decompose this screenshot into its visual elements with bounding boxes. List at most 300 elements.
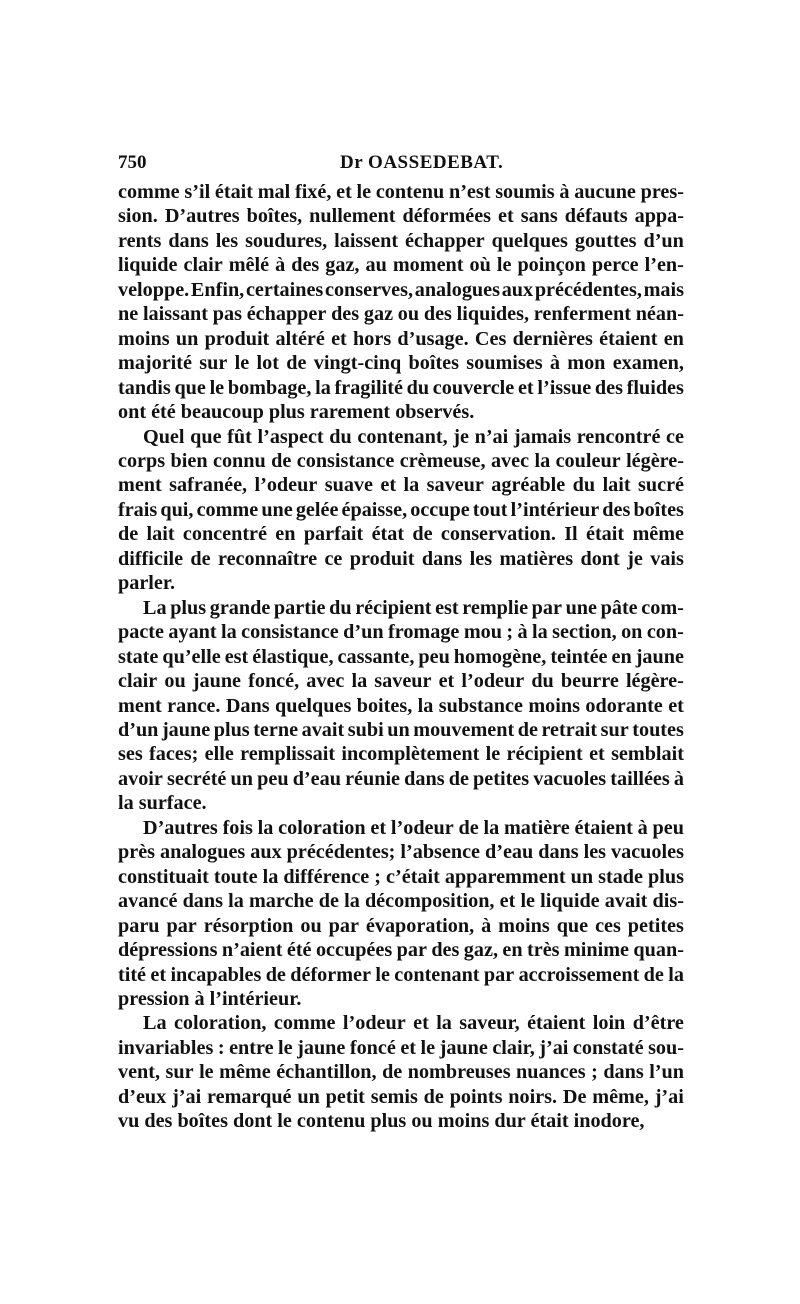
word: d’usage. bbox=[397, 327, 469, 350]
word: marche bbox=[248, 890, 314, 913]
word: d’être bbox=[632, 1012, 684, 1035]
word: du bbox=[531, 670, 554, 693]
word: stade bbox=[598, 865, 643, 888]
word: D’autres bbox=[143, 816, 218, 839]
word: tandis bbox=[118, 376, 171, 399]
word: connu bbox=[212, 449, 266, 472]
word: échapper bbox=[246, 303, 327, 326]
text-line bbox=[118, 1036, 684, 1060]
word: jaune bbox=[161, 718, 211, 741]
word: mêlé bbox=[228, 254, 270, 277]
word: ou bbox=[397, 303, 420, 326]
word: jaune bbox=[297, 1036, 346, 1059]
word: remplissait bbox=[240, 743, 336, 766]
word: avoir bbox=[118, 767, 163, 790]
word: la bbox=[228, 890, 244, 913]
word: d’eux bbox=[118, 1085, 167, 1108]
word: state bbox=[118, 645, 159, 668]
word: petites bbox=[473, 767, 530, 790]
word: de bbox=[318, 890, 339, 913]
word: minime bbox=[563, 939, 629, 962]
word: dans bbox=[538, 841, 579, 864]
word: terne bbox=[253, 718, 299, 741]
text-line bbox=[118, 327, 684, 351]
word: est bbox=[224, 645, 249, 668]
word: fragilité bbox=[334, 376, 403, 399]
word: sans bbox=[520, 205, 558, 228]
word: un bbox=[297, 1085, 320, 1108]
word: en bbox=[611, 645, 632, 668]
text-line bbox=[118, 229, 684, 253]
word: échapper bbox=[405, 229, 485, 252]
word: défauts bbox=[564, 205, 628, 228]
word: sur bbox=[165, 1061, 194, 1084]
word: je bbox=[627, 547, 643, 570]
word: par bbox=[483, 963, 515, 986]
text-line bbox=[118, 865, 684, 889]
word: produit bbox=[349, 547, 415, 570]
word: coloration, bbox=[173, 1012, 267, 1035]
word: entre bbox=[229, 1036, 274, 1059]
word: contenant bbox=[394, 963, 480, 986]
word: gaz, bbox=[325, 254, 360, 277]
word: gouttes bbox=[574, 229, 637, 252]
word: et bbox=[438, 670, 455, 693]
word: odorante bbox=[585, 694, 663, 717]
word: le bbox=[485, 743, 501, 766]
word: majorité bbox=[118, 352, 192, 375]
word: dépressions bbox=[118, 939, 218, 962]
word: et bbox=[517, 376, 534, 399]
text-line bbox=[118, 718, 684, 742]
word: les bbox=[583, 841, 607, 864]
word: et bbox=[331, 327, 347, 350]
word: des bbox=[594, 376, 623, 399]
word: saveur bbox=[426, 474, 484, 497]
word: boîtes bbox=[408, 352, 459, 375]
word: que bbox=[174, 376, 206, 399]
word: la bbox=[315, 376, 331, 399]
word: beurre bbox=[560, 670, 619, 693]
word: clair, bbox=[492, 1036, 535, 1059]
word: ment bbox=[118, 474, 162, 497]
word: le bbox=[209, 376, 225, 399]
word: épaisse, bbox=[341, 498, 408, 521]
text-line bbox=[118, 914, 684, 938]
word: rance. bbox=[167, 694, 221, 717]
text-line: la surface. bbox=[118, 792, 207, 815]
word: sou- bbox=[648, 1036, 684, 1059]
word: précédentes; bbox=[286, 841, 396, 864]
word: de bbox=[458, 816, 479, 839]
word: d’eau bbox=[292, 767, 341, 790]
word: soudures, bbox=[245, 229, 328, 252]
word: et bbox=[668, 694, 684, 717]
word: rents bbox=[118, 229, 162, 252]
running-title: Dr OASSEDEBAT. bbox=[340, 152, 504, 173]
word: nuances bbox=[516, 1061, 586, 1084]
word: saveur bbox=[374, 670, 432, 693]
word: avait bbox=[301, 718, 345, 741]
word: et bbox=[380, 474, 397, 497]
word: du bbox=[329, 425, 352, 448]
word: comme bbox=[118, 181, 180, 203]
text-line bbox=[118, 473, 684, 497]
word: laissent bbox=[334, 229, 399, 252]
word: peu bbox=[652, 816, 684, 839]
word: la bbox=[534, 449, 551, 472]
text-line bbox=[118, 1011, 684, 1035]
text-line: ont été beaucoup plus rarement observés. bbox=[118, 401, 475, 424]
word: fromage bbox=[388, 621, 460, 644]
word: section, bbox=[552, 621, 617, 644]
word: moment bbox=[392, 254, 464, 277]
word: c’était bbox=[386, 865, 440, 888]
word: soumises bbox=[466, 352, 543, 375]
word: l’odeur bbox=[461, 670, 525, 693]
word: perce bbox=[591, 254, 639, 277]
word: dis- bbox=[652, 890, 684, 913]
word: aux bbox=[501, 278, 534, 301]
word: dans bbox=[404, 767, 445, 790]
word: de bbox=[286, 352, 307, 375]
word: pacte bbox=[118, 621, 164, 644]
word: liquide bbox=[540, 890, 600, 913]
word: de bbox=[118, 523, 139, 546]
text-line bbox=[118, 938, 684, 962]
word: semblait bbox=[611, 743, 684, 766]
word: la bbox=[262, 865, 279, 888]
word: à bbox=[559, 181, 570, 203]
word: l’en- bbox=[644, 254, 684, 277]
word: n’ai bbox=[474, 425, 509, 448]
word: avait bbox=[604, 890, 648, 913]
word: nombreuses bbox=[407, 1061, 511, 1084]
text-line: parler. bbox=[118, 572, 176, 595]
word: était bbox=[214, 181, 253, 203]
word: et bbox=[336, 181, 352, 203]
word: nullement bbox=[309, 205, 396, 228]
word: réunie bbox=[345, 767, 401, 790]
text-line bbox=[118, 645, 684, 669]
word: peu bbox=[418, 645, 450, 668]
running-header bbox=[118, 152, 690, 176]
word: la bbox=[221, 621, 237, 644]
word: précédentes, bbox=[534, 278, 642, 301]
word: d’un bbox=[118, 718, 159, 741]
word: fixé, bbox=[294, 181, 332, 203]
word: toute bbox=[213, 865, 258, 888]
word: la bbox=[351, 670, 368, 693]
word: légère- bbox=[626, 449, 684, 472]
word: quelques bbox=[275, 694, 352, 717]
word: été bbox=[286, 939, 312, 962]
word: l’un bbox=[649, 1061, 684, 1084]
word: invariables bbox=[118, 1036, 214, 1059]
word: à bbox=[637, 816, 648, 839]
word: ment bbox=[118, 694, 162, 717]
word: matières bbox=[499, 547, 574, 570]
word: les bbox=[469, 547, 493, 570]
word: concentré bbox=[182, 523, 267, 546]
word: ou bbox=[300, 914, 322, 937]
page-number: 750 bbox=[118, 152, 147, 173]
word: bien bbox=[170, 449, 208, 472]
word: un bbox=[570, 865, 594, 888]
word: ; bbox=[506, 621, 514, 644]
word: ce bbox=[666, 425, 684, 448]
word: la bbox=[436, 1012, 452, 1035]
word: constaté bbox=[572, 1036, 644, 1059]
word: points bbox=[449, 1085, 503, 1108]
word: vacuoles bbox=[533, 767, 607, 790]
word: cassante, bbox=[337, 645, 415, 668]
word: ; bbox=[374, 865, 382, 888]
word: jaune bbox=[635, 645, 684, 668]
word: contenant, bbox=[357, 425, 448, 448]
word: Dans bbox=[225, 694, 270, 717]
word: appa- bbox=[634, 205, 684, 228]
word: de bbox=[271, 449, 292, 472]
word: incapables bbox=[170, 963, 262, 986]
word: à bbox=[673, 767, 684, 790]
word: Enfin, bbox=[190, 278, 245, 301]
word: ou bbox=[164, 670, 186, 693]
word: veloppe. bbox=[118, 278, 190, 301]
word: vacuoles bbox=[611, 841, 684, 864]
word: un bbox=[387, 718, 410, 741]
word: et bbox=[150, 963, 167, 986]
word: peu bbox=[257, 767, 289, 790]
word: retrait bbox=[541, 718, 598, 741]
word: examen, bbox=[612, 352, 684, 375]
text-line bbox=[118, 425, 684, 449]
word: partie bbox=[273, 596, 326, 619]
word: ce bbox=[324, 547, 343, 570]
word: échantillon, bbox=[276, 1061, 377, 1084]
word: conservation. bbox=[440, 523, 556, 546]
word: par bbox=[396, 939, 427, 962]
word: petites bbox=[627, 914, 684, 937]
body-text bbox=[118, 180, 684, 1134]
word: la bbox=[257, 816, 274, 839]
word: récipient bbox=[506, 743, 583, 766]
word: boîtes, bbox=[246, 205, 303, 228]
word: dont bbox=[580, 547, 620, 570]
word: soumis bbox=[495, 181, 555, 203]
word: que bbox=[190, 425, 222, 448]
word: jaune bbox=[192, 670, 242, 693]
word: comme bbox=[196, 498, 259, 521]
word: les bbox=[215, 229, 239, 252]
word: Il bbox=[564, 523, 578, 546]
word: légère- bbox=[625, 670, 684, 693]
word: l’intérieur bbox=[510, 498, 600, 521]
word: tité bbox=[118, 963, 147, 986]
word: coloration bbox=[278, 816, 366, 839]
word: moins bbox=[528, 694, 580, 717]
word: même bbox=[219, 1061, 271, 1084]
text-line bbox=[118, 449, 684, 473]
word: foncé bbox=[349, 1036, 396, 1059]
word: quan- bbox=[633, 939, 684, 962]
word: l’issue bbox=[537, 376, 592, 399]
word: couleur bbox=[555, 449, 621, 472]
word: ses bbox=[118, 743, 143, 766]
word: des bbox=[291, 254, 320, 277]
text-line bbox=[118, 767, 684, 791]
word: n’aient bbox=[221, 939, 283, 962]
word: conserves, bbox=[325, 278, 414, 301]
word: jamais bbox=[513, 425, 572, 448]
word: s’il bbox=[184, 181, 211, 203]
word: dans bbox=[603, 1061, 644, 1084]
word: même bbox=[632, 523, 684, 546]
word: rencontré bbox=[576, 425, 661, 448]
word: en bbox=[502, 939, 523, 962]
word: le bbox=[496, 254, 512, 277]
word: l’odeur bbox=[254, 474, 318, 497]
word: de bbox=[412, 523, 433, 546]
text-line: pression à l’intérieur. bbox=[118, 987, 302, 1010]
word: grande bbox=[209, 596, 271, 619]
word: fût bbox=[227, 425, 252, 448]
word: et bbox=[498, 205, 514, 228]
word: par bbox=[166, 914, 197, 937]
word: et bbox=[400, 1036, 417, 1059]
word: étaient bbox=[574, 816, 633, 839]
word: la bbox=[417, 694, 434, 717]
word: moins bbox=[498, 914, 550, 937]
word: en bbox=[275, 523, 296, 546]
word: crèmeuse, bbox=[399, 449, 486, 472]
word: elle bbox=[204, 743, 234, 766]
word: étaient bbox=[599, 327, 658, 350]
text-line bbox=[118, 376, 684, 400]
word: certaines bbox=[245, 278, 324, 301]
word: l’odeur bbox=[390, 816, 454, 839]
text-line bbox=[118, 669, 684, 693]
word: sion. bbox=[118, 205, 158, 228]
word: de bbox=[448, 767, 469, 790]
word: une bbox=[565, 596, 597, 619]
word: teintée bbox=[550, 645, 608, 668]
word: état bbox=[371, 523, 405, 546]
word: comme bbox=[273, 1012, 336, 1035]
word: matière bbox=[503, 816, 570, 839]
word: mal bbox=[257, 181, 291, 203]
text-line bbox=[118, 302, 684, 326]
word: sur bbox=[600, 718, 629, 741]
word: évaporation, bbox=[365, 914, 475, 937]
word: différence bbox=[283, 865, 370, 888]
word: de bbox=[423, 1085, 444, 1108]
word: en bbox=[663, 327, 684, 350]
word: reconnaître bbox=[218, 547, 318, 570]
word: laissant bbox=[142, 303, 209, 326]
word: dans bbox=[421, 547, 463, 570]
word: agréable bbox=[491, 474, 566, 497]
word: contenu bbox=[375, 181, 445, 203]
word: occupe bbox=[410, 498, 470, 521]
word: la bbox=[532, 621, 548, 644]
text-line bbox=[118, 253, 684, 277]
word: con- bbox=[646, 621, 684, 644]
word: la bbox=[483, 816, 500, 839]
word: renferment bbox=[533, 303, 631, 326]
word: des bbox=[423, 303, 452, 326]
word: l’aspect bbox=[257, 425, 324, 448]
text-line bbox=[118, 596, 684, 620]
word: et bbox=[370, 816, 387, 839]
word: à bbox=[549, 352, 560, 375]
word: n’est bbox=[448, 181, 491, 203]
word: toutes bbox=[632, 718, 684, 741]
word: avancé bbox=[118, 890, 178, 913]
word: corps bbox=[118, 449, 166, 472]
word: aux bbox=[250, 841, 282, 864]
text-line bbox=[118, 742, 684, 766]
word: très bbox=[527, 939, 560, 962]
text-line bbox=[118, 816, 684, 840]
word: même, bbox=[592, 1085, 649, 1108]
word: lot bbox=[256, 352, 279, 375]
text-line bbox=[118, 498, 684, 522]
text-line bbox=[118, 963, 684, 987]
word: d’un bbox=[343, 621, 384, 644]
word: vingt-cinq bbox=[313, 352, 402, 375]
word: Ces bbox=[474, 327, 507, 350]
word: dans bbox=[182, 890, 223, 913]
word: de bbox=[643, 963, 664, 986]
word: je bbox=[453, 425, 469, 448]
word: de bbox=[517, 718, 538, 741]
word: substance bbox=[438, 694, 523, 717]
word: ; bbox=[591, 1061, 598, 1084]
word: par bbox=[531, 596, 562, 619]
word: dernières bbox=[512, 327, 593, 350]
word: la bbox=[403, 474, 420, 497]
word: boîtes bbox=[633, 498, 684, 521]
word: on bbox=[621, 621, 643, 644]
word: jaune bbox=[439, 1036, 488, 1059]
word: néan- bbox=[635, 303, 684, 326]
word: remplie bbox=[462, 596, 529, 619]
word: le bbox=[375, 963, 390, 986]
word: le bbox=[420, 1036, 436, 1059]
word: remarqué bbox=[207, 1085, 292, 1108]
word: à bbox=[481, 914, 492, 937]
word: consistance bbox=[296, 449, 395, 472]
word: ces bbox=[595, 914, 621, 937]
word: petit bbox=[325, 1085, 365, 1108]
word: avec bbox=[306, 670, 345, 693]
word: constituait bbox=[118, 865, 209, 888]
text-line: vu des boîtes dont le contenu plus ou moins dur était inodore, bbox=[118, 1110, 645, 1133]
word: poinçon bbox=[517, 254, 586, 277]
word: du bbox=[406, 376, 430, 399]
word: fois bbox=[222, 816, 253, 839]
word: liquide bbox=[118, 254, 178, 277]
word: suave bbox=[324, 474, 373, 497]
word: des bbox=[331, 303, 360, 326]
word: récipient bbox=[355, 596, 432, 619]
word: moins bbox=[118, 327, 170, 350]
word: était bbox=[586, 523, 625, 546]
text-line bbox=[118, 351, 684, 375]
word: gelée bbox=[295, 498, 339, 521]
word: saveur, bbox=[459, 1012, 520, 1035]
